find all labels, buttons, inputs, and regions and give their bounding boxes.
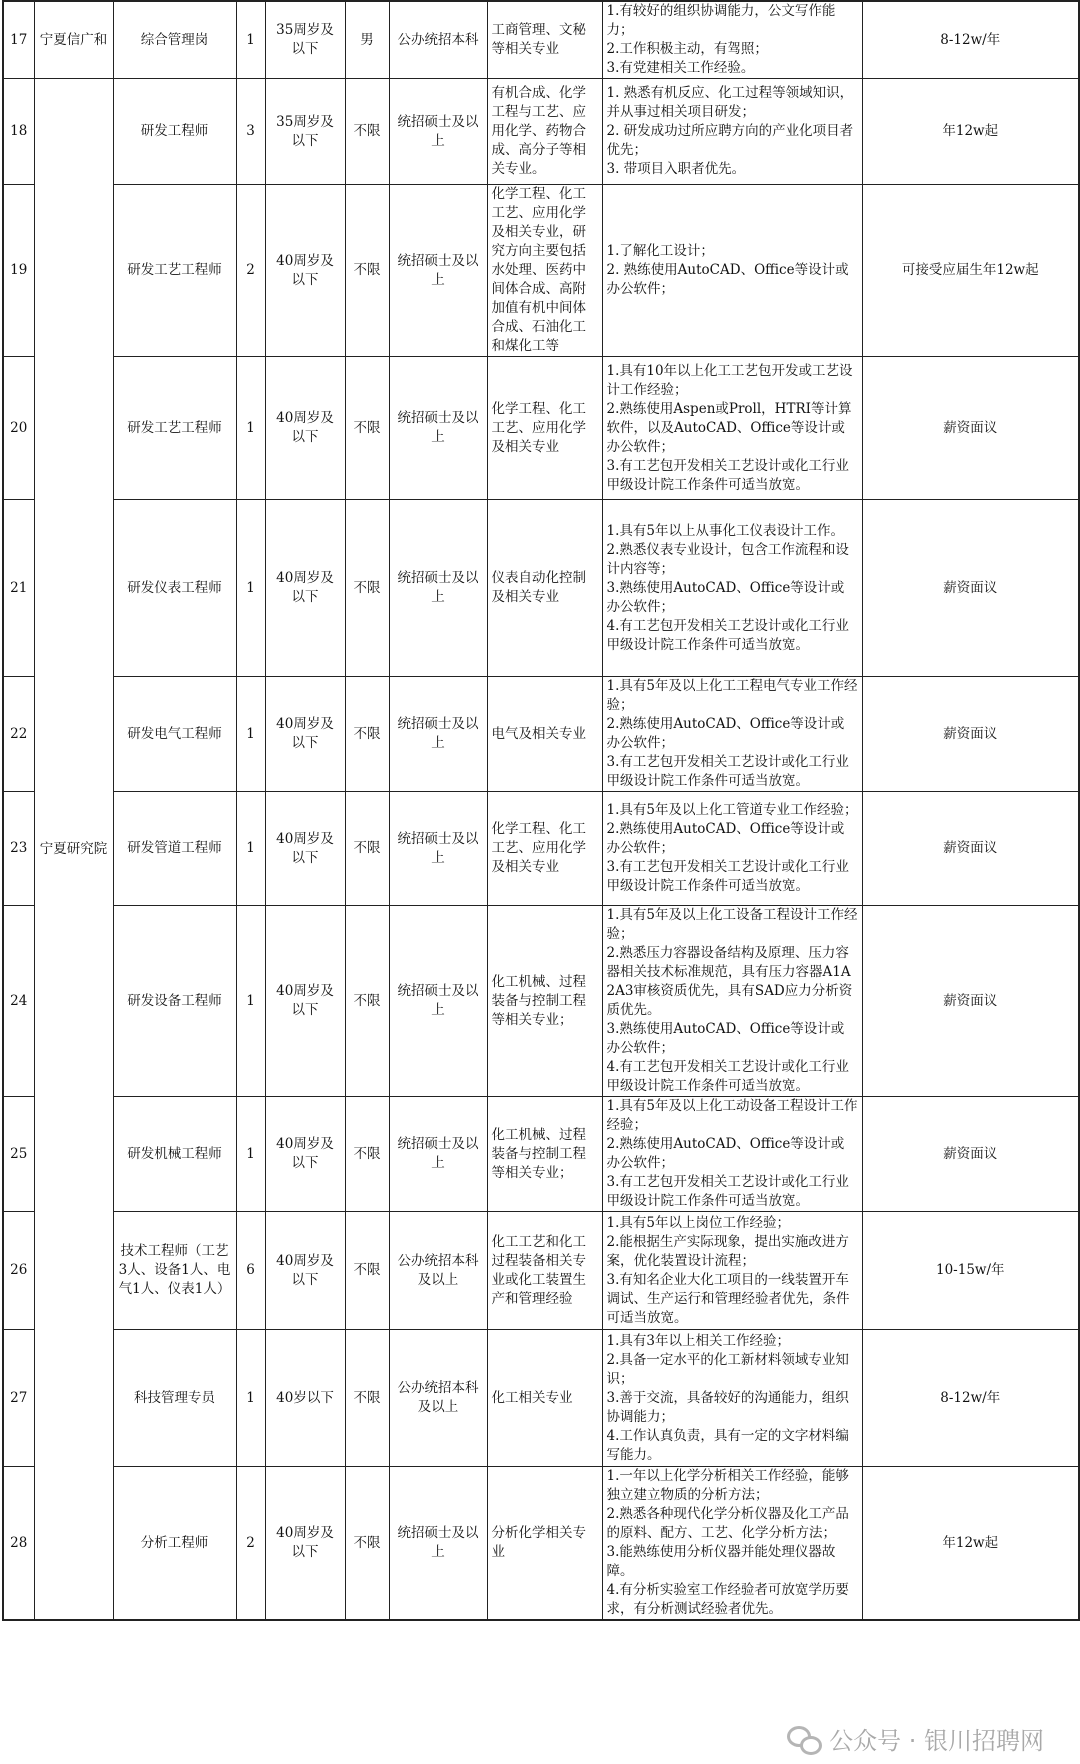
headcount: 3 [236,79,265,185]
table-row [3,1,1079,79]
salary: 薪资面议 [862,1097,1079,1212]
job-requirements [602,1,862,79]
gender-requirement: 男 [345,1,389,79]
requirement-line: 2. 研发成功过所应聘方向的产业化项目者优先； [606,123,854,158]
education-requirement: 统招硕士及以上 [389,357,487,500]
age-requirement: 40周岁及以下 [265,906,345,1097]
row-number: 19 [3,185,34,357]
position-name: 研发机械工程师 [113,1097,236,1212]
requirement-line: 3.有工艺包开发相关工艺设计或化工行业甲级设计院工作条件可适当放宽。 [606,457,849,493]
position-name: 研发工艺工程师 [113,185,236,357]
row-number: 27 [3,1330,34,1467]
row-number: 26 [3,1212,34,1330]
requirement-line: 3.熟练使用AutoCAD、Office等设计或办公软件； [606,1021,845,1056]
age-requirement: 40周岁及以下 [265,677,345,792]
row-number: 24 [3,906,34,1097]
salary: 可接受应届生年12w起 [862,185,1079,357]
age-requirement: 40周岁及以下 [265,792,345,906]
position-name: 研发工程师 [113,79,236,185]
major-requirement: 仪表自动化控制及相关专业 [487,500,602,677]
job-requirements [602,1330,862,1467]
headcount: 1 [236,792,265,906]
row-number: 20 [3,357,34,500]
job-requirements [602,1097,862,1212]
table-row [3,357,1079,500]
education-requirement: 统招硕士及以上 [389,79,487,185]
row-number: 25 [3,1097,34,1212]
age-requirement: 40周岁及以下 [265,500,345,677]
headcount: 1 [236,1097,265,1212]
age-requirement: 35周岁及以下 [265,1,345,79]
position-name: 综合管理岗 [113,1,236,79]
requirement-line: 1.具有5年以上从事化工仪表设计工作。 [606,522,844,539]
salary: 薪资面议 [862,357,1079,500]
requirement-line: 2.能根据生产实际现象，提出实施改进方案，优化装置设计流程； [606,1233,849,1269]
requirement-line: 4.工作认真负责，具有一定的文字材料编写能力。 [606,1427,849,1463]
requirement-line: 3.有工艺包开发相关工艺设计或化工行业甲级设计院工作条件可适当放宽。 [606,859,849,894]
job-requirements [602,79,862,185]
requirement-line: 2.熟悉压力容器设备结构及原理、压力容器相关技术标准规范，具有压力容器A1A2A3审核资质优先，具有SAD应力分析资质优先。 [606,945,853,1018]
salary: 10-15w/年 [862,1212,1079,1330]
requirement-line: 1.具有3年以上相关工作经验； [606,1332,790,1349]
table-row [3,792,1079,906]
requirement-line: 1.有较好的组织协调能力，公文写作能力； [606,3,836,38]
table-row [3,1097,1079,1212]
row-number: 23 [3,792,34,906]
education-requirement: 统招硕士及以上 [389,677,487,792]
requirement-line: 4.有分析实验室工作经验者可放宽学历要求，有分析测试经验者优先。 [606,1582,849,1617]
requirement-line: 2.熟练使用Aspen或Proll，HTRI等计算软件，以及AutoCAD、Office等设计或办公软件； [606,400,852,455]
company-name: 宁夏研究院 [34,79,113,1621]
requirement-line: 2.熟悉仪表专业设计，包含工作流程和设计内容等； [606,541,849,577]
education-requirement: 公办统招本科 [389,1,487,79]
requirement-line: 4.有工艺包开发相关工艺设计或化工行业甲级设计院工作条件可适当放宽。 [606,617,849,653]
gender-requirement: 不限 [345,792,389,906]
watermark-label: 公众号 · 银川招聘网 [829,1727,1044,1755]
row-number: 22 [3,677,34,792]
major-requirement: 化学工程、化工工艺、应用化学及相关专业，研究方向主要包括水处理、医药中间体合成、高附加值有机中间体合成、石油化工和煤化工等 [487,185,602,357]
age-requirement: 40周岁及以下 [265,185,345,357]
gender-requirement: 不限 [345,79,389,185]
gender-requirement: 不限 [345,1467,389,1621]
gender-requirement: 不限 [345,185,389,357]
salary: 薪资面议 [862,906,1079,1097]
requirement-line: 3.熟练使用AutoCAD、Office等设计或办公软件； [606,579,845,615]
position-name: 研发工艺工程师 [113,357,236,500]
major-requirement: 分析化学相关专业 [487,1467,602,1621]
salary: 薪资面议 [862,792,1079,906]
row-number: 18 [3,79,34,185]
requirement-line: 1.具有5年及以上化工动设备工程设计工作经验； [606,1098,858,1133]
watermark [787,1721,1044,1756]
education-requirement: 统招硕士及以上 [389,792,487,906]
table-row [3,1330,1079,1467]
age-requirement: 40周岁及以下 [265,1097,345,1212]
major-requirement: 化工机械、过程装备与控制工程等相关专业； [487,906,602,1097]
job-requirements [602,677,862,792]
major-requirement: 化工相关专业 [487,1330,602,1467]
position-name: 科技管理专员 [113,1330,236,1467]
requirement-line: 3.有知名企业大化工项目的一线装置开车调试、生产运行和管理经验者优先，条件可适当放宽。 [606,1271,850,1326]
headcount: 1 [236,677,265,792]
requirement-line: 4.有工艺包开发相关工艺设计或化工行业甲级设计院工作条件可适当放宽。 [606,1059,849,1094]
major-requirement: 化工机械、过程装备与控制工程等相关专业； [487,1097,602,1212]
row-number: 28 [3,1467,34,1621]
education-requirement: 统招硕士及以上 [389,1467,487,1621]
age-requirement: 40周岁及以下 [265,357,345,500]
table-row [3,79,1079,185]
salary: 8-12w/年 [862,1330,1079,1467]
requirement-line: 2.熟练使用AutoCAD、Office等设计或办公软件； [606,716,845,751]
requirement-line: 3.善于交流，具备较好的沟通能力，组织协调能力； [606,1389,849,1425]
job-requirements [602,1212,862,1330]
position-name: 研发管道工程师 [113,792,236,906]
table-row [3,185,1079,357]
headcount: 1 [236,1330,265,1467]
job-requirements [602,792,862,906]
job-requirements [602,1467,862,1621]
education-requirement: 公办统招本科及以上 [389,1330,487,1467]
row-number: 21 [3,500,34,677]
education-requirement: 公办统招本科及以上 [389,1212,487,1330]
requirement-line: 1.具有5年及以上化工管道专业工作经验； [606,802,858,818]
major-requirement: 有机合成、化学工程与工艺、应用化学、药物合成、高分子等相关专业。 [487,79,602,185]
table-row [3,1212,1079,1330]
major-requirement: 化学工程、化工工艺、应用化学及相关专业 [487,792,602,906]
position-name: 分析工程师 [113,1467,236,1621]
education-requirement: 统招硕士及以上 [389,1097,487,1212]
requirement-line: 2.熟练使用AutoCAD、Office等设计或办公软件； [606,1136,845,1171]
major-requirement: 化工工艺和化工过程装备相关专业或化工装置生产和管理经验 [487,1212,602,1330]
company-name: 宁夏信广和 [34,1,113,79]
row-number: 17 [3,1,34,79]
salary: 年12w起 [862,79,1079,185]
gender-requirement: 不限 [345,357,389,500]
table-row [3,906,1079,1097]
headcount: 1 [236,1,265,79]
requirement-line: 2.具备一定水平的化工新材料领域专业知识； [606,1351,849,1387]
table-row [3,1467,1079,1621]
position-name: 研发设备工程师 [113,906,236,1097]
gender-requirement: 不限 [345,906,389,1097]
gender-requirement: 不限 [345,1212,389,1330]
headcount: 1 [236,500,265,677]
salary: 薪资面议 [862,500,1079,677]
requirement-line: 1.一年以上化学分析相关工作经验，能够独立建立物质的分析方法； [606,1468,849,1503]
requirement-line: 3.有党建相关工作经验。 [606,60,755,76]
headcount: 2 [236,185,265,357]
education-requirement: 统招硕士及以上 [389,906,487,1097]
requirement-line: 1.具有10年以上化工工艺包开发或工艺设计工作经验； [606,362,853,398]
education-requirement: 统招硕士及以上 [389,500,487,677]
table-row [3,677,1079,792]
requirement-line: 3.能熟练使用分析仪器并能处理仪器故障。 [606,1544,836,1579]
requirement-line: 2.熟练使用AutoCAD、Office等设计或办公软件； [606,821,845,856]
major-requirement: 化学工程、化工工艺、应用化学及相关专业 [487,357,602,500]
age-requirement: 40周岁及以下 [265,1212,345,1330]
requirement-line: 2. 熟练使用AutoCAD、Office等设计或办公软件； [606,262,849,297]
salary: 年12w起 [862,1467,1079,1621]
job-table [2,0,1080,1621]
age-requirement: 40周岁及以下 [265,1467,345,1621]
headcount: 2 [236,1467,265,1621]
requirement-line: 3.有工艺包开发相关工艺设计或化工行业甲级设计院工作条件可适当放宽。 [606,754,849,789]
job-requirements [602,500,862,677]
gender-requirement: 不限 [345,1330,389,1467]
requirement-line: 3. 带项目入职者优先。 [606,161,746,177]
requirement-line: 1.具有5年以上岗位工作经验； [606,1214,790,1231]
major-requirement: 工商管理、文秘等相关专业 [487,1,602,79]
gender-requirement: 不限 [345,1097,389,1212]
gender-requirement: 不限 [345,500,389,677]
position-name: 研发电气工程师 [113,677,236,792]
job-requirements [602,906,862,1097]
requirement-line: 2.熟悉各种现代化学分析仪器及化工产品的原料、配方、工艺、化学分析方法； [606,1506,849,1541]
headcount: 6 [236,1212,265,1330]
age-requirement: 35周岁及以下 [265,79,345,185]
job-requirements [602,185,862,357]
requirement-line: 1.具有5年及以上化工工程电气专业工作经验； [606,678,858,713]
salary: 薪资面议 [862,677,1079,792]
headcount: 1 [236,357,265,500]
position-name: 技术工程师（工艺3人、设备1人、电气1人、仪表1人） [113,1212,236,1330]
job-requirements [602,357,862,500]
position-name: 研发仪表工程师 [113,500,236,677]
requirement-line: 3.有工艺包开发相关工艺设计或化工行业甲级设计院工作条件可适当放宽。 [606,1174,849,1209]
requirement-line: 1.具有5年及以上化工设备工程设计工作经验； [606,907,858,942]
major-requirement: 电气及相关专业 [487,677,602,792]
requirement-line: 1.了解化工设计； [606,243,714,259]
requirement-line: 2.工作积极主动，有驾照； [606,41,768,57]
age-requirement: 40岁以下 [265,1330,345,1467]
requirement-line: 1. 熟悉有机反应、化工过程等领域知识，并从事过相关项目研发； [606,85,854,120]
education-requirement: 统招硕士及以上 [389,185,487,357]
salary: 8-12w/年 [862,1,1079,79]
wechat-icon [787,1724,821,1754]
headcount: 1 [236,906,265,1097]
gender-requirement: 不限 [345,677,389,792]
table-row [3,500,1079,677]
